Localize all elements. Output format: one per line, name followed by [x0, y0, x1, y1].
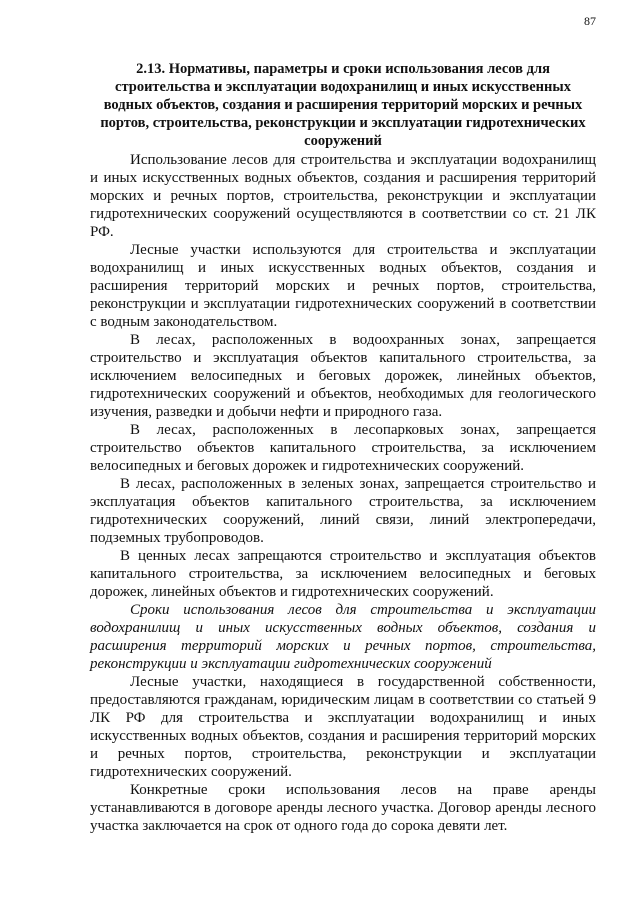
- paragraph-state-owned-plots: Лесные участки, находящиеся в государственной собственности, предоставляются гражданам, юридическим лицам в соответствии со статьей 9 ЛК РФ для строительства и эксплуатации водохранилищ и иных искусственных водных объектов, создания и расширения территорий морских и речных портов, строительства, реконструкции и эксплуатации гидротехнических сооружений.: [90, 674, 596, 780]
- paragraph-usage-basis: Использование лесов для строительства и эксплуатации водохранилищ и иных искусственных водных объектов, создания и расширения территорий морских и речных портов, строительства, реконструкции и эксплуатации гидротехнических сооружений осуществляются в соответствии со ст. 21 ЛК РФ.: [90, 152, 596, 240]
- page-number: 87: [584, 14, 596, 28]
- paragraph-land-plots-water-law: Лесные участки используются для строительства и эксплуатации водохранилищ и иных искусственных водных объектов, создания и расширения территорий морских и речных портов, строительства, реконструкции и эксплуатации гидротехнических сооружений в соответствии с водным законодательством.: [90, 242, 596, 330]
- paragraph-green-zones: В лесах, расположенных в зеленых зонах, запрещается строительство и эксплуатация объектов капитального строительства, за исключением гидротехнических сооружений, линий связи, линий электропередачи, подземных трубопроводов.: [90, 476, 596, 546]
- paragraph-water-protection-zones: В лесах, расположенных в водоохранных зонах, запрещается строительство и эксплуатация объектов капитального строительства, за исключением велосипедных и беговых дорожек, линейных объектов, гидротехнических сооружений и объектов, необходимых для геологического изучения, разведки и добычи нефти и природного газа.: [90, 332, 596, 420]
- page-content: [90, 60, 596, 835]
- subheading-usage-terms: Сроки использования лесов для строительства и эксплуатации водохранилищ и иных искусственных водных объектов, создания и расширения территорий морских и речных портов, строительства, реконструкции и эксплуатации гидротехнических сооружений: [90, 602, 596, 672]
- paragraph-forest-park-zones: В лесах, расположенных в лесопарковых зонах, запрещается строительство объектов капитального строительства, за исключением велосипедных и беговых дорожек и гидротехнических сооружений.: [90, 422, 596, 474]
- paragraph-lease-terms: Конкретные сроки использования лесов на праве аренды устанавливаются в договоре аренды лесного участка. Договор аренды лесного участка заключается на срок от одного года до сорока девяти лет.: [90, 782, 596, 834]
- paragraph-valuable-forests: В ценных лесах запрещаются строительство и эксплуатация объектов капитального строительства, за исключением велосипедных и беговых дорожек, линейных объектов и гидротехнических сооружений.: [90, 548, 596, 600]
- section-heading: 2.13. Нормативы, параметры и сроки использования лесов для строительства и эксплуатации водохранилищ и иных искусственных водных объектов, создания и расширения территорий морских и речных портов, строительства, реконструкции и эксплуатации гидротехнических сооружений: [100, 61, 586, 149]
